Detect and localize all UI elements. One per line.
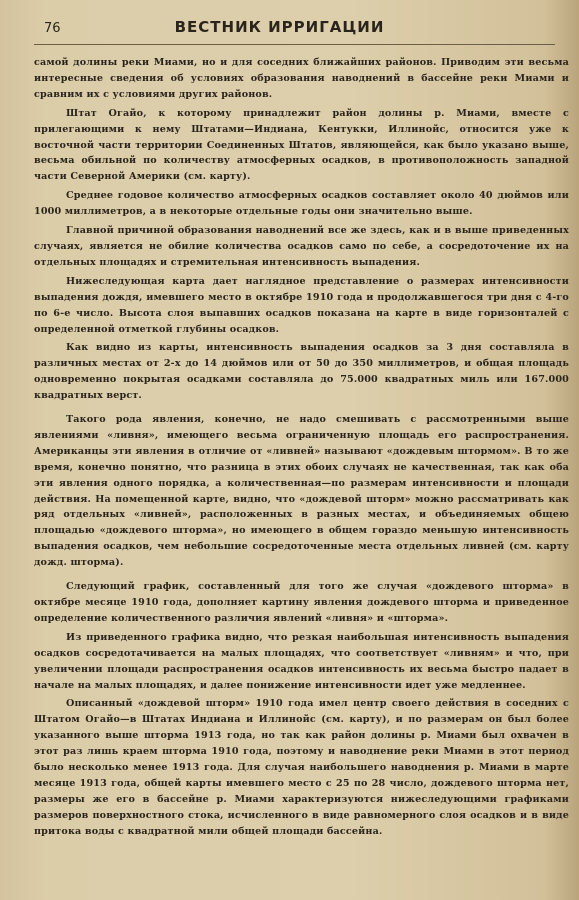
paragraph-1: самой долины реки Миами, но и для соседних ближайших районов. Приводим эти весьма интересные сведения об условиях образования наводнений в бассейне реки Миами и сравним их с условиями других районов. [34,57,569,100]
paragraph-8: Следующий график, составленный для того же случая «дождевого шторма» в октябре месяце 1910 года, дополняет картину явления дождевого шторма и приведенное определение количественного различия явлений «ливня» и «шторма». [34,581,569,624]
paragraph-10: Описанный «дождевой шторм» 1910 года имел центр своего действия в соседних с Штатом Огайо—в Штатах Индиана и Иллинойс (см. карту), и по размерам он был более указанного выше шторма 1913 года, но так как район долины р. Миами был охвачен в этот раз лишь краем шторма 1910 года, поэтому и наводнение реки Миами в этот период было несколько менее 1913 года. Для случая наибольшего наводнения р. Миами в марте месяце 1913 года, общей карты имевшего место с 25 по 28 число, дождевого шторма нет, размеры же его в бассейне р. Миами характеризуются нижеследующими графиками размеров поверхностного стока, исчисленного в виде равномерного слоя осадков и в виде притока воды с квадратной мили общей площади бассейна. [34,698,569,837]
paragraph-2: Штат Огайо, к которому принадлежит район долины р. Миами, вместе с прилегающими к нему Штатами—Индиана, Кентукки, Иллинойс, относится уже к восточной части территории Соединенных Штатов, являющейся, как было указано выше, весьма обильной по количеству атмосферных осадков, в противоположность западной части Северной Америки (см. карту). [34,107,569,183]
paragraph-9: Из приведенного графика видно, что резкая наибольшая интенсивность выпадения осадков сосредотачивается на малых площадях, что соответствует «ливням» и что, при увеличении площади распространения осадков интенсивность их весьма быстро падает в начале на малых площадях, и далее понижение интенсивности идет уже медленнее. [34,631,569,691]
page-header [34,18,555,45]
journal-title: ВЕСТНИК ИРРИГАЦИИ [174,18,385,36]
paragraph-3: Среднее годовое количество атмосферных осадков составляет около 40 дюймов или 1000 миллиметров, а в некоторые отдельные годы они значительно выше. [34,190,569,218]
article-body [34,55,569,840]
paragraph-5: Нижеследующая карта дает наглядное представление о размерах интенсивности выпадения дождя, имевшего место в октябре 1910 года и продолжавшегося три дня с 4-го по 6-е число. Высота слоя выпавших осадков показана на карте в виде горизонталей с определенной отметкой глубины осадков. [34,275,569,335]
paragraph-7: Такого рода явления, конечно, не надо смешивать с рассмотренными выше явлениями «ливня», имеющего весьма ограниченную площадь его распространения. Американцы эти явления в отличие от «ливней» называют «дождевым штормом». В то же время, конечно понятно, что разница в этих обоих случаях не качественная, так как оба эти явления одного порядка, а количественная—по размерам интенсивности и площади действия. На помещенной карте, видно, что «дождевой шторм» можно рассматривать как ряд отдельных «ливней», расположенных в разных местах, и объединяемых общею площадью «дождевого шторма», но имеющего в общем гораздо меньшую интенсивность выпадения осадков, чем небольшие сосредоточенные места отдельных ливней (см. карту дожд. шторма). [34,414,569,569]
page-number: 76 [44,21,61,36]
paragraph-6: Как видно из карты, интенсивность выпадения осадков за 3 дня составляла в различных местах от 2-х до 14 дюймов или от 50 до 350 миллиметров, и общая площадь одновременно покрытая осадками составляла до 75.000 квадратных миль или 167.000 квадратных верст. [34,342,569,402]
paragraph-4: Главной причиной образования наводнений все же здесь, как и в выше приведенных случаях, является не обилие количества осадков само по себе, а сосредоточение их на отдельных площадях и стремительная интенсивность выпадения. [34,225,569,268]
